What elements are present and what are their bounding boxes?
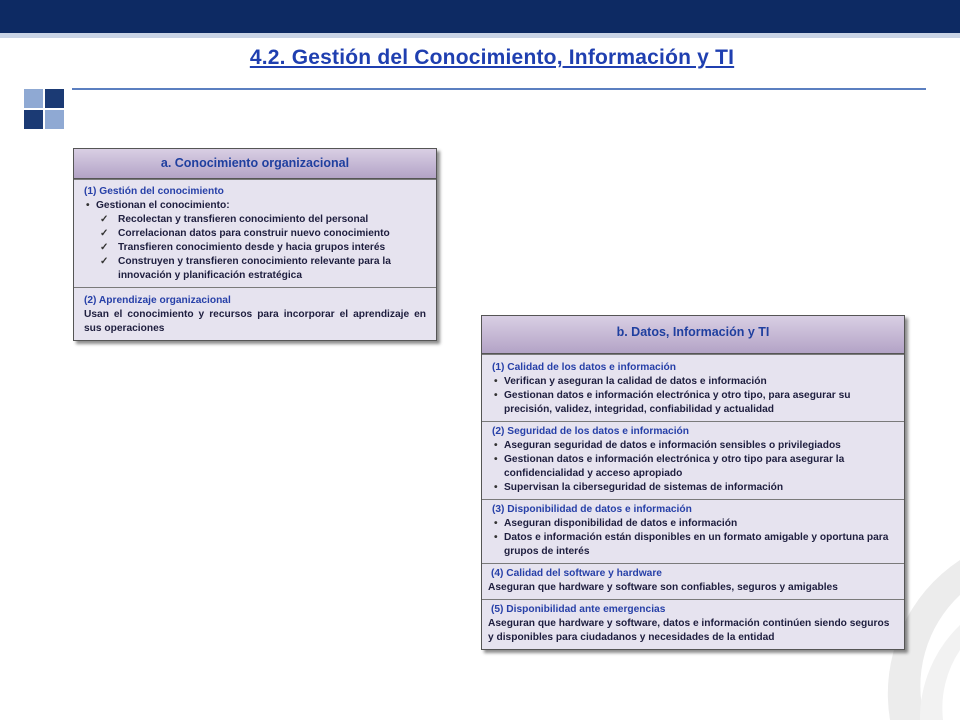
section-title: (1) Gestión del conocimiento: [84, 186, 224, 197]
panel-b-section-1: [482, 354, 904, 421]
bullet-item: • Supervisan la ciberseguridad de sistemas de información: [492, 481, 894, 495]
section-text: Usan el conocimiento y recursos para incorporar el aprendizaje en sus operaciones: [84, 309, 426, 334]
panel-b-header: b. Datos, Información y TI: [482, 316, 904, 354]
section-title: (2) Aprendizaje organizacional: [84, 295, 231, 306]
bullet-item: • Gestionan datos e información electrónica y otro tipo para asegurar la confidencialidad y acceso apropiado: [492, 453, 894, 481]
panel-a-section-1: [74, 179, 436, 287]
bullet-item: • Verifican y aseguran la calidad de datos e información: [492, 375, 894, 389]
header-rule: [72, 88, 926, 90]
check-item: ✓ Transfieren conocimiento desde y hacia grupos interés: [84, 241, 426, 255]
panel-a-header: a. Conocimiento organizacional: [74, 149, 436, 179]
check-item: ✓ Recolectan y transfieren conocimiento del personal: [84, 213, 426, 227]
panel-b-section-2: [482, 421, 904, 499]
logo-square-bottom-right: [45, 110, 64, 129]
panel-b-section-5: [482, 599, 904, 649]
section-title: (2) Seguridad de los datos e información: [492, 426, 689, 437]
panel-a-section-2: [74, 287, 436, 340]
bullet-item: • Aseguran seguridad de datos e información sensibles o privilegiados: [492, 439, 894, 453]
panel-datos-informacion-ti: [481, 315, 905, 650]
grid-logo-icon: [24, 89, 64, 129]
top-banner: [0, 0, 960, 33]
section-title: (5) Disponibilidad ante emergencias: [491, 604, 666, 615]
section-text: Aseguran que hardware y software, datos e información continúen siendo seguros y disponibles para ciudadanos y necesidades de la entidad: [488, 618, 890, 643]
slide-title: 4.2. Gestión del Conocimiento, Información y TI: [249, 46, 735, 69]
bullet-item: • Gestionan datos e información electrónica y otro tipo, para asegurar su precisión, validez, integridad, confiabilidad y actualidad: [492, 389, 894, 417]
panel-b-section-3: [482, 499, 904, 563]
section-title: (3) Disponibilidad de datos e información: [492, 504, 692, 515]
logo-square-top-left: [24, 89, 43, 108]
panel-b-section-4: [482, 563, 904, 599]
panel-conocimiento-organizacional: [73, 148, 437, 341]
section-title: (4) Calidad del software y hardware: [491, 568, 662, 579]
logo-square-top-right: [45, 89, 64, 108]
bullet-item: • Gestionan el conocimiento:: [84, 199, 426, 213]
bullet-item: • Aseguran disponibilidad de datos e información: [492, 517, 894, 531]
top-banner-stripe: [0, 33, 960, 38]
check-item: ✓ Construyen y transfieren conocimiento relevante para la innovación y planificación estratégica: [84, 255, 426, 283]
section-text: Aseguran que hardware y software son confiables, seguros y amigables: [488, 582, 838, 593]
section-title: (1) Calidad de los datos e información: [492, 362, 676, 373]
check-item: ✓ Correlacionan datos para construir nuevo conocimiento: [84, 227, 426, 241]
logo-square-bottom-left: [24, 110, 43, 129]
bullet-item: • Datos e información están disponibles en un formato amigable y oportuna para grupos de interés: [492, 531, 894, 559]
